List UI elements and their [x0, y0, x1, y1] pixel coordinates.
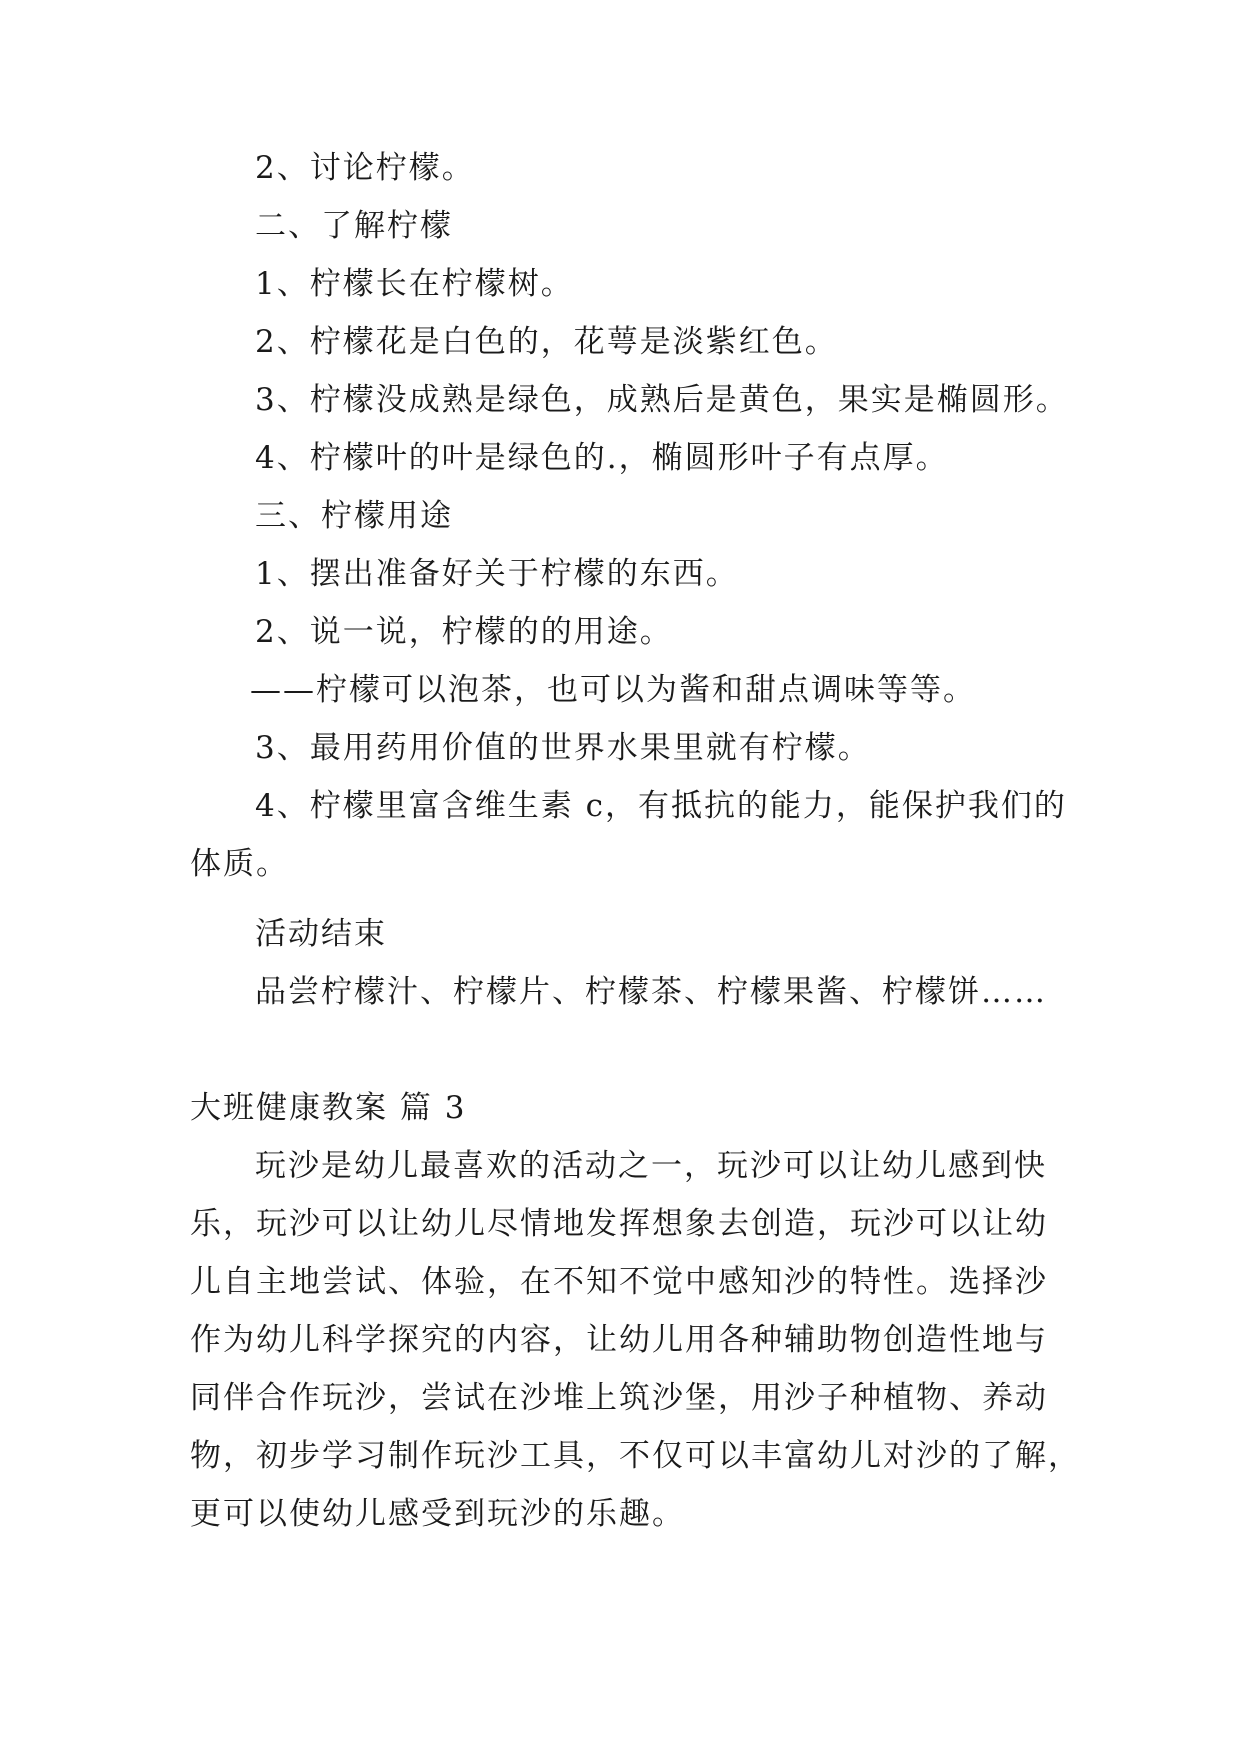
list-item: 2、柠檬花是白色的，花萼是淡紫红色。	[255, 324, 838, 360]
list-item-continuation: 体质。	[190, 846, 289, 882]
list-item: 2、讨论柠檬。	[255, 150, 475, 186]
paragraph-line: 物，初步学习制作玩沙工具，不仅可以丰富幼儿对沙的了解，	[190, 1438, 1081, 1474]
list-item: 4、柠檬里富含维生素 c，有抵抗的能力，能保护我们的	[255, 788, 1067, 824]
paragraph-line: 儿自主地尝试、体验，在不知不觉中感知沙的特性。选择沙	[190, 1264, 1048, 1300]
list-item: 1、摆出准备好关于柠檬的东西。	[255, 556, 739, 592]
activity-end-heading: 活动结束	[255, 916, 387, 952]
list-item: 1、柠檬长在柠檬树。	[255, 266, 574, 302]
list-item: 2、说一说，柠檬的的用途。	[255, 614, 673, 650]
section-heading: 二、了解柠檬	[255, 208, 453, 244]
activity-end-text: 品尝柠檬汁、柠檬片、柠檬茶、柠檬果酱、柠檬饼……	[255, 974, 1047, 1010]
section-title: 大班健康教案 篇 3	[190, 1090, 467, 1126]
list-item: 3、最用药用价值的世界水果里就有柠檬。	[255, 730, 871, 766]
paragraph-line: 乐，玩沙可以让幼儿尽情地发挥想象去创造，玩沙可以让幼	[190, 1206, 1048, 1242]
dash-note: ——柠檬可以泡茶，也可以为酱和甜点调味等等。	[250, 672, 976, 708]
section-heading: 三、柠檬用途	[255, 498, 453, 534]
list-item: 4、柠檬叶的叶是绿色的.，椭圆形叶子有点厚。	[255, 440, 949, 476]
list-item: 3、柠檬没成熟是绿色，成熟后是黄色，果实是椭圆形。	[255, 382, 1069, 418]
paragraph-line: 更可以使幼儿感受到玩沙的乐趣。	[190, 1496, 685, 1532]
paragraph-line: 玩沙是幼儿最喜欢的活动之一，玩沙可以让幼儿感到快	[255, 1148, 1047, 1184]
paragraph-line: 作为幼儿科学探究的内容，让幼儿用各种辅助物创造性地与	[190, 1322, 1048, 1358]
paragraph-line: 同伴合作玩沙，尝试在沙堆上筑沙堡，用沙子种植物、养动	[190, 1380, 1048, 1416]
